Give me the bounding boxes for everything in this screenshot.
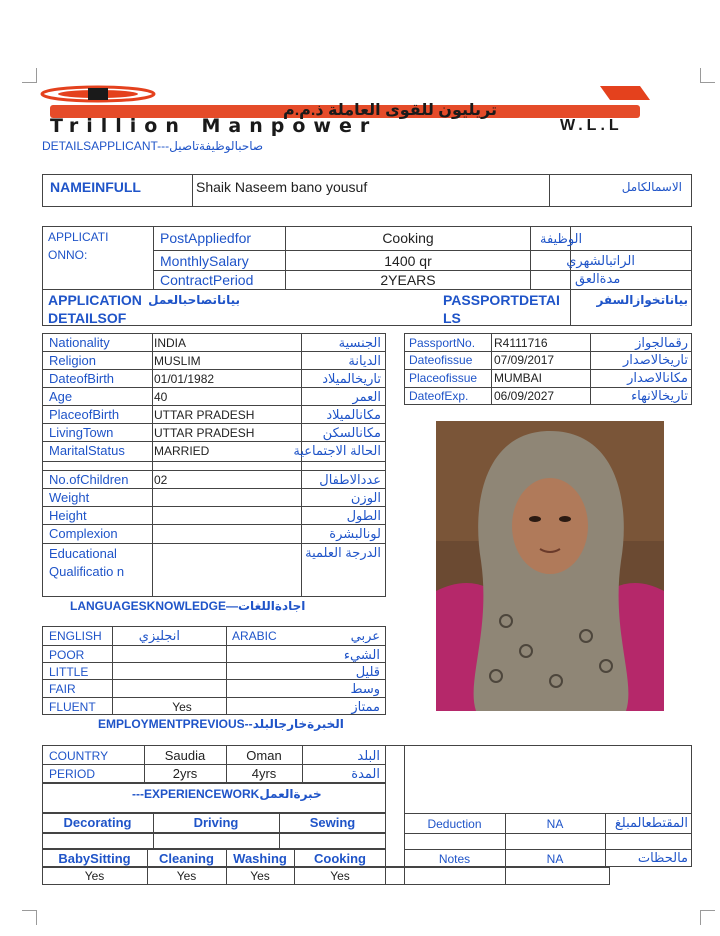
personal-value-5: UTTAR PRADESH bbox=[154, 426, 255, 440]
lang-english-label: ENGLISH bbox=[49, 629, 102, 643]
title-english: DETAILSAPPLICANT--- bbox=[42, 139, 170, 153]
personal-label-2: DateofBirth bbox=[49, 371, 115, 386]
passport-label-3: DateofExp. bbox=[409, 389, 469, 403]
experience-title: ---EXPERIENCEWORKخبرةالعمل bbox=[132, 787, 322, 801]
personal-arabic-1: الديانة bbox=[348, 353, 381, 368]
country-label: COUNTRY bbox=[49, 749, 109, 763]
personal-label-8: Weight bbox=[49, 490, 90, 505]
name-label: NAMEINFULL bbox=[50, 179, 141, 195]
country-2: Oman bbox=[246, 748, 282, 763]
personal-arabic-2: تاريخالميلاد bbox=[322, 371, 381, 386]
lang-level-arabic-0: الشيء bbox=[343, 647, 380, 662]
value-cooking: Yes bbox=[330, 869, 350, 883]
passport-arabic-1: تاريخالاصدار bbox=[623, 352, 688, 367]
post-applied-arabic: الوظيفة bbox=[540, 231, 583, 246]
personal-label-5: LivingTown bbox=[49, 425, 114, 440]
skill-cooking: Cooking bbox=[314, 851, 366, 866]
employment-title: EMPLOYMENTPREVIOUS--الخبرةخارجالبلد bbox=[98, 717, 344, 731]
skill-driving: Driving bbox=[193, 815, 239, 830]
personal-label-10: Complexion bbox=[49, 526, 118, 541]
personal-arabic-3: العمر bbox=[352, 389, 381, 404]
passport-value-2: MUMBAI bbox=[494, 371, 542, 385]
personal-value-3: 40 bbox=[154, 390, 168, 404]
crop-mark-top-left bbox=[22, 68, 37, 83]
period-2: 4yrs bbox=[251, 766, 277, 781]
country-arabic: البلد bbox=[357, 748, 380, 763]
passport-details-label: PASSPORTDETAI LS bbox=[443, 292, 560, 326]
application-details-label: APPLICATION DETAILSOF bbox=[48, 292, 142, 326]
skill-babysitting: BabySitting bbox=[58, 851, 131, 866]
passport-label-0: PassportNo. bbox=[409, 336, 476, 350]
personal-label-4: PlaceofBirth bbox=[49, 407, 120, 422]
passport-value-0: R4111716 bbox=[494, 336, 548, 350]
application-details-arabic: بياناتصاحبالعمل bbox=[148, 293, 240, 307]
notes-label: Notes bbox=[438, 852, 471, 866]
passport-label-2: Placeofissue bbox=[409, 371, 478, 385]
notes-arabic: مالحظات bbox=[637, 850, 688, 865]
skills-spacer bbox=[42, 833, 386, 849]
name-value: Shaik Naseem bano yousuf bbox=[196, 179, 368, 195]
lang-level-0: POOR bbox=[49, 648, 85, 662]
personal-value-1: MUSLIM bbox=[154, 354, 201, 368]
name-label-arabic: الاسمالكامل bbox=[621, 180, 682, 194]
post-applied-value: Cooking bbox=[382, 230, 434, 246]
lang-arabic-label: ARABIC bbox=[232, 629, 277, 643]
personal-arabic-5: مكانالسكن bbox=[322, 425, 381, 440]
passport-label-1: Dateofissue bbox=[409, 353, 473, 367]
person-photo-icon bbox=[436, 421, 664, 711]
lang-arabic-arabic: عربي bbox=[350, 628, 380, 643]
logo-arabic-name: تريليون للقوى العاملة ذ.م.م bbox=[282, 102, 498, 119]
value-washing: Yes bbox=[250, 869, 270, 883]
personal-label-3: Age bbox=[49, 389, 73, 404]
crop-mark-bottom-left bbox=[22, 910, 37, 925]
lang-level-arabic-2: وسط bbox=[350, 681, 380, 696]
passport-value-1: 07/09/2017 bbox=[494, 353, 555, 367]
crop-mark-top-right bbox=[700, 68, 715, 83]
personal-arabic-9: الطول bbox=[346, 508, 381, 523]
deduction-arabic: المقتطعالمبلغ bbox=[614, 815, 688, 830]
skill-decorating: Decorating bbox=[63, 815, 132, 830]
personal-arabic-11: الدرجة العلمية bbox=[305, 545, 381, 560]
skill-washing: Washing bbox=[233, 851, 287, 866]
contract-period-value: 2YEARS bbox=[380, 272, 436, 288]
footer-strip bbox=[386, 867, 610, 885]
notes-value: NA bbox=[546, 852, 564, 866]
logo-suffix: W.L.L bbox=[560, 117, 623, 134]
personal-arabic-6: الحالة الاجتماعية bbox=[293, 443, 381, 458]
logo-english-name: Trillion Manpower bbox=[50, 115, 378, 137]
personal-arabic-4: مكانالميلاد bbox=[326, 407, 381, 422]
lang-level-arabic-1: قليل bbox=[355, 664, 380, 679]
contract-period-arabic: مدةالعق bbox=[575, 271, 621, 286]
personal-value-2: 01/01/1982 bbox=[154, 372, 215, 386]
contract-period-label: ContractPeriod bbox=[160, 272, 254, 288]
post-applied-label: PostAppliedfor bbox=[160, 230, 252, 246]
period-arabic: المدة bbox=[351, 766, 380, 781]
company-logo bbox=[40, 84, 652, 137]
personal-arabic-8: الوزن bbox=[350, 490, 381, 505]
value-cleaning: Yes bbox=[176, 869, 197, 883]
personal-value-6: MARRIED bbox=[154, 444, 210, 458]
personal-value-7: 02 bbox=[154, 473, 168, 487]
passport-arabic-3: تاريخالانهاء bbox=[631, 388, 688, 403]
lang-english-arabic: انجليزي bbox=[138, 628, 180, 643]
lang-level-3: FLUENT bbox=[49, 700, 96, 714]
lang-level-2: FAIR bbox=[49, 682, 76, 696]
lang-level-arabic-3: ممتاز bbox=[351, 699, 380, 714]
monthly-salary-arabic: الراتبالشهري bbox=[566, 253, 635, 268]
personal-label-1: Religion bbox=[49, 353, 96, 368]
title-arabic: صاحبالوظيفةتاصيل bbox=[169, 139, 264, 153]
personal-arabic-0: الجنسية bbox=[338, 335, 381, 350]
monthly-salary-value: 1400 qr bbox=[384, 253, 432, 269]
personal-label-11: Educational Qualificatio n bbox=[49, 546, 125, 579]
personal-label-7: No.ofChildren bbox=[49, 472, 129, 487]
lang-level-1: LITTLE bbox=[49, 665, 89, 679]
deduction-label: Deduction bbox=[427, 817, 482, 831]
country-1: Saudia bbox=[164, 748, 206, 763]
personal-value-4: UTTAR PRADESH bbox=[154, 408, 255, 422]
passport-arabic-2: مكانالاصدار bbox=[627, 370, 688, 385]
passport-details-arabic: بياناتخوازالسفر bbox=[596, 293, 688, 307]
personal-label-0: Nationality bbox=[49, 335, 110, 350]
skill-sewing: Sewing bbox=[309, 815, 356, 830]
passport-value-3: 06/09/2027 bbox=[494, 389, 555, 403]
languages-title: LANGUAGESKNOWLEDGE—اجادةاللغات bbox=[70, 599, 306, 613]
applicant-details-title bbox=[42, 138, 263, 154]
monthly-salary-label: MonthlySalary bbox=[160, 253, 249, 269]
applicant-photo bbox=[436, 421, 664, 711]
crop-mark-bottom-right bbox=[700, 910, 715, 925]
personal-label-9: Height bbox=[49, 508, 87, 523]
period-label: PERIOD bbox=[49, 767, 96, 781]
deduction-value: NA bbox=[546, 817, 564, 831]
application-number-label: APPLICATI ONNO: bbox=[48, 230, 109, 262]
skill-cleaning: Cleaning bbox=[159, 851, 214, 866]
personal-arabic-7: عددالاطفال bbox=[319, 472, 381, 487]
lang-level-english-3: Yes bbox=[172, 700, 192, 714]
personal-label-6: MaritalStatus bbox=[49, 443, 125, 458]
period-1: 2yrs bbox=[172, 766, 198, 781]
personal-arabic-10: لونالبشرة bbox=[329, 526, 381, 541]
personal-value-0: INDIA bbox=[154, 336, 187, 350]
passport-arabic-0: رقمالجواز bbox=[635, 335, 688, 350]
value-babysitting: Yes bbox=[84, 869, 105, 883]
